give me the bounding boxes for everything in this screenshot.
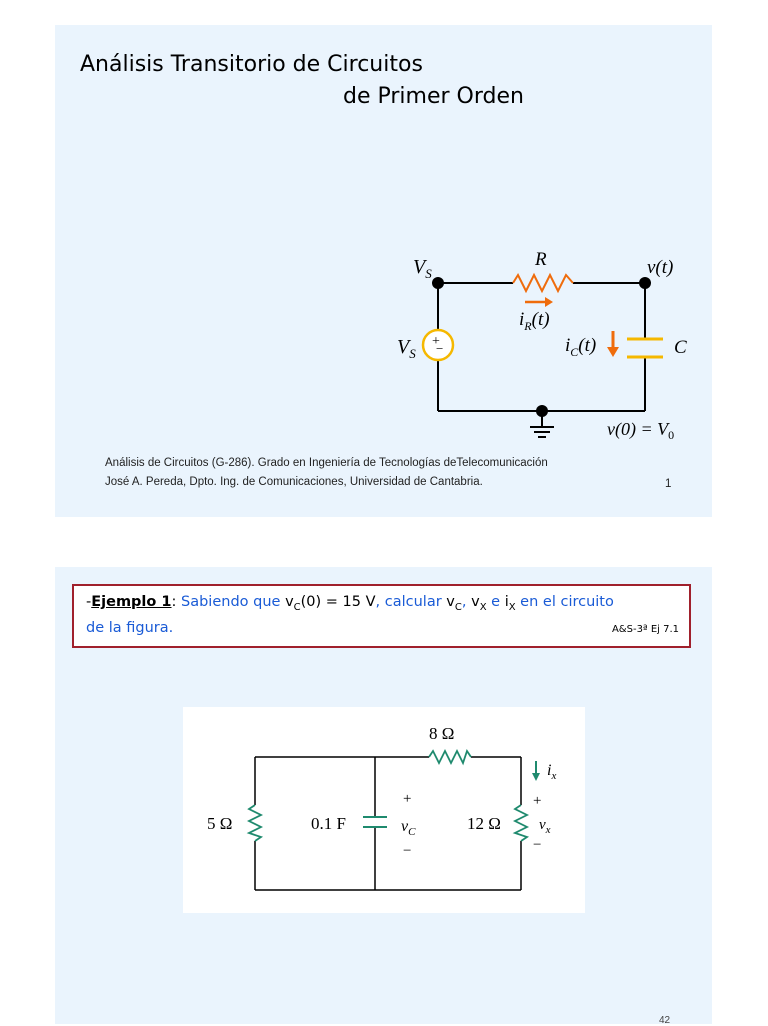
current-arrow-down-icon: [532, 761, 540, 781]
vc-minus: −: [403, 843, 412, 859]
rc-example-circuit-diagram: [183, 707, 585, 913]
label-vc: $v_C$: [401, 818, 416, 838]
label-8-ohm: 8 Ω: [429, 724, 455, 743]
resistor-5-ohm-icon: [249, 805, 261, 841]
label-5-ohm: 5 Ω: [207, 814, 233, 833]
example-label: Ejemplo 1: [91, 594, 172, 610]
node-dot: [639, 277, 651, 289]
resistor-icon: [513, 275, 573, 291]
label-ir: $i_R(t)$: [519, 309, 550, 333]
slide-1: [55, 25, 712, 517]
circuit-panel: [183, 707, 585, 913]
label-vx: $v_x$: [539, 817, 551, 836]
vc-plus: +: [403, 791, 412, 807]
vx-minus: −: [533, 837, 542, 853]
example-statement-box: [72, 584, 691, 648]
source-plus: +: [432, 334, 440, 349]
node-dot: [536, 405, 548, 417]
example-statement-line1: -Ejemplo 1: Sabiendo que $v_C(0) = 15$ V, calcular $v_C$, $v_X$ e $i_X$ en el circuito: [86, 594, 614, 613]
footer-author: José A. Pereda, Dpto. Ing. de Comunicaciones, Universidad de Cantabria.: [105, 476, 483, 488]
ground-icon: [530, 427, 554, 437]
slide-title-line1: Análisis Transitorio de Circuitos: [80, 52, 423, 77]
slide-2: [55, 567, 712, 1024]
label-ic: $i_C(t)$: [565, 335, 597, 359]
slide-title-line2: de Primer Orden: [343, 84, 524, 109]
label-12-ohm: 12 Ω: [467, 814, 501, 833]
label-capacitor: C: [674, 337, 687, 358]
rc-circuit-diagram: [385, 245, 705, 445]
page-number: 42: [659, 1015, 671, 1026]
current-arrow-down-icon: [607, 331, 619, 357]
label-vt: v(t): [647, 257, 674, 278]
label-ix: $i_x$: [547, 762, 557, 782]
resistor-12-ohm-icon: [515, 805, 527, 841]
label-capacitance: 0.1 F: [311, 814, 346, 833]
page-number: 1: [665, 478, 672, 490]
footer-course: Análisis de Circuitos (G-286). Grado en Ingeniería de Tecnologías deTelecomunicación: [105, 457, 548, 469]
label-initial-condition: $v(0) = V_0$: [607, 419, 675, 442]
label-source: $V_S$: [397, 336, 416, 361]
vx-plus: +: [533, 793, 542, 809]
example-statement-line2: de la figura.: [86, 620, 174, 636]
resistor-8-ohm-icon: [429, 751, 471, 763]
capacitor-icon: [627, 339, 663, 357]
source-minus: −: [436, 341, 444, 356]
node-dot: [432, 277, 444, 289]
current-arrow-right-icon: [525, 297, 553, 307]
label-resistor: R: [535, 249, 547, 270]
reference-label: A&S-3ª Ej 7.1: [611, 624, 679, 635]
label-vs-top: $V_S$: [413, 256, 432, 281]
capacitor-icon: [363, 817, 387, 827]
